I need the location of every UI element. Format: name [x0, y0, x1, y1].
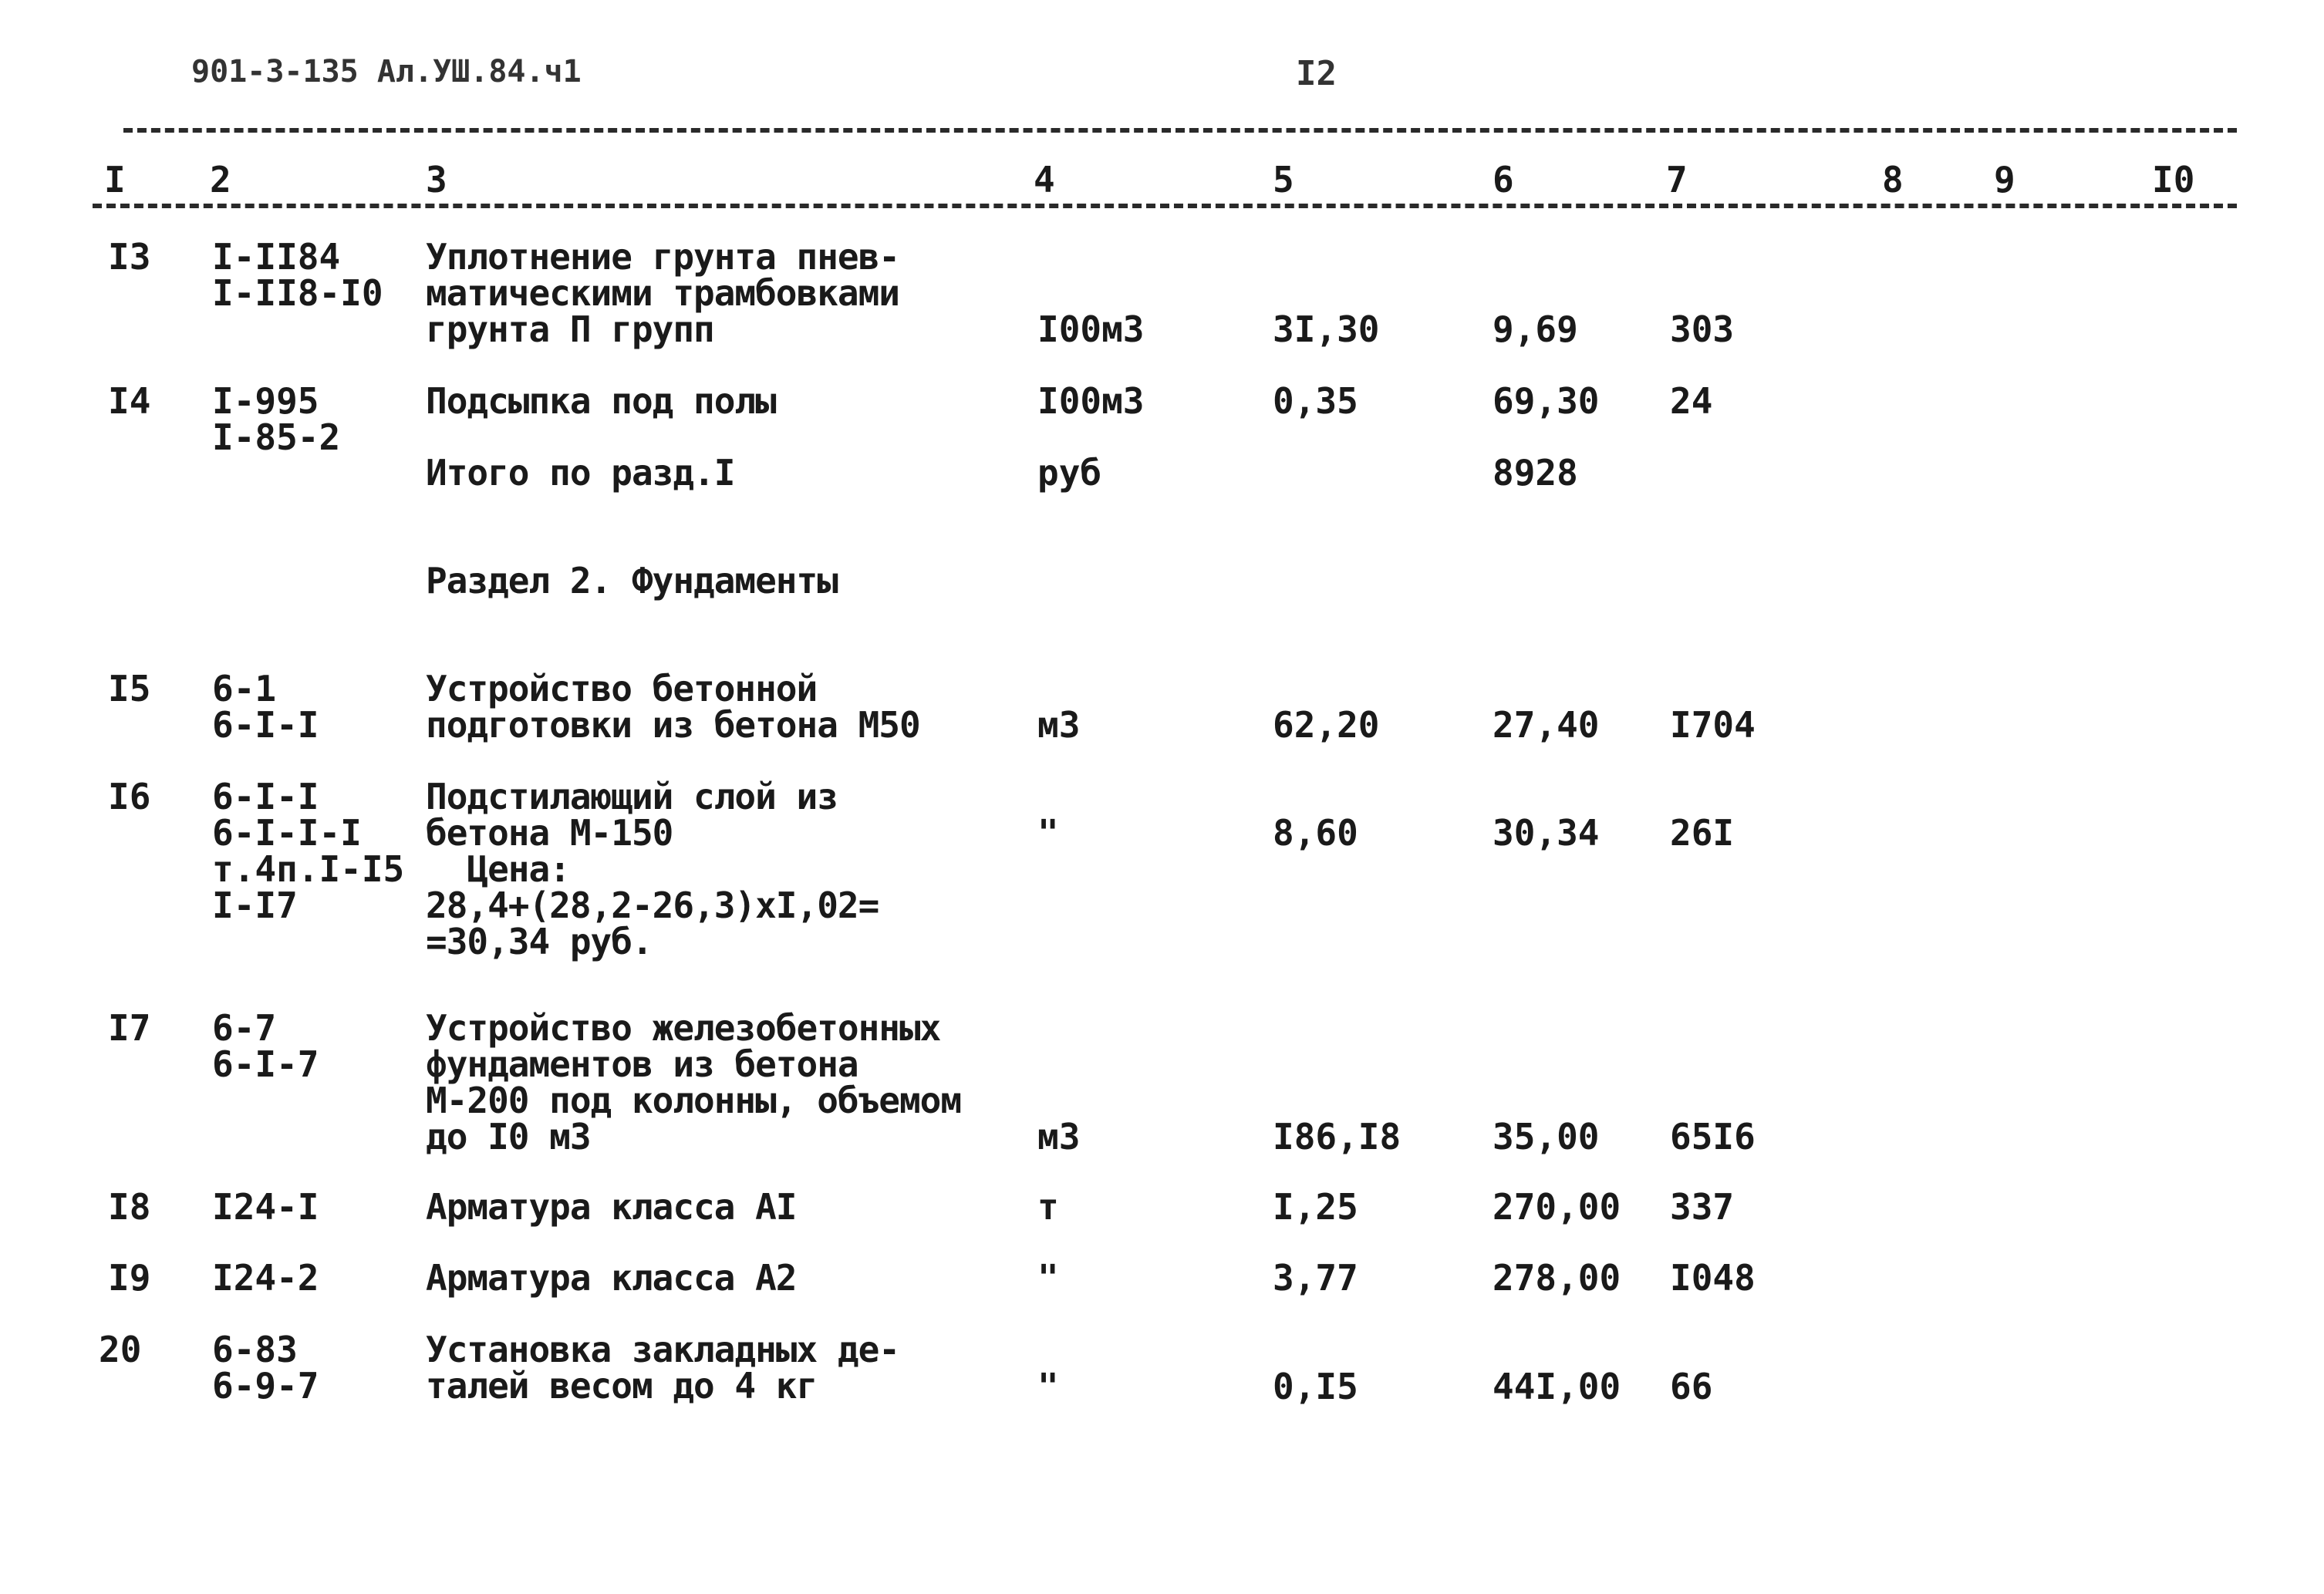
subtotal-unit: руб — [1037, 452, 1102, 494]
subtotal-value: 8928 — [1493, 452, 1578, 494]
row-total: 24 — [1670, 380, 1713, 422]
row-code: I24-I — [212, 1186, 319, 1228]
col-num-10: I0 — [2152, 159, 2195, 201]
row-description: Арматура класса АI — [426, 1186, 797, 1228]
row-code: 6-7 6-I-7 — [212, 1007, 319, 1085]
row-price: 69,30 — [1493, 380, 1600, 422]
row-quantity: 3,77 — [1273, 1257, 1358, 1299]
row-description: Арматура класса А2 — [426, 1257, 797, 1299]
row-code: I-995 I-85-2 — [212, 380, 341, 458]
row-quantity: 3I,30 — [1273, 308, 1380, 350]
row-number: I3 — [108, 236, 151, 278]
column-header-divider — [93, 204, 2237, 208]
row-number: I6 — [108, 776, 151, 817]
row-unit: м3 — [1037, 1116, 1081, 1158]
row-total: 26I — [1670, 812, 1735, 854]
row-total: 66 — [1670, 1366, 1713, 1407]
col-num-9: 9 — [1994, 159, 2015, 201]
row-total: 303 — [1670, 308, 1735, 350]
row-unit: I00м3 — [1037, 308, 1145, 350]
row-price: 30,34 — [1493, 812, 1600, 854]
col-num-8: 8 — [1882, 159, 1904, 201]
col-num-7: 7 — [1666, 159, 1688, 201]
row-price: 278,00 — [1493, 1257, 1621, 1299]
page-number: I2 — [1296, 54, 1337, 93]
row-code: 6-83 6-9-7 — [212, 1329, 319, 1407]
header-divider — [123, 128, 2237, 133]
row-description: Установка закладных де- талей весом до 4 кг — [426, 1329, 899, 1407]
row-description: Подстилающий слой из бетона М-150 Цена: 28,4+(28,2-26,3)хI,02= =30,34 руб. — [426, 776, 879, 962]
row-unit: I00м3 — [1037, 380, 1145, 422]
document-code: 901-3-135 Ал.УШ.84.ч1 — [191, 54, 582, 89]
row-quantity: I86,I8 — [1273, 1116, 1401, 1158]
row-price: 35,00 — [1493, 1116, 1600, 1158]
col-num-5: 5 — [1273, 159, 1294, 201]
row-code: I-II84 I-II8-I0 — [212, 236, 383, 314]
row-number: 20 — [99, 1329, 142, 1370]
col-num-2: 2 — [210, 159, 231, 201]
row-price: 44I,00 — [1493, 1366, 1621, 1407]
row-total: I704 — [1670, 704, 1756, 746]
row-price: 270,00 — [1493, 1186, 1621, 1228]
row-unit: " — [1037, 1366, 1059, 1407]
col-num-3: 3 — [426, 159, 447, 201]
row-unit: т — [1037, 1186, 1059, 1228]
row-number: I5 — [108, 668, 151, 709]
row-quantity: 62,20 — [1273, 704, 1380, 746]
row-price: 9,69 — [1493, 308, 1578, 350]
section-heading: Раздел 2. Фундаменты — [426, 560, 838, 602]
row-description: Устройство бетонной подготовки из бетона М50 — [426, 668, 920, 746]
row-code: 6-I-I 6-I-I-I т.4п.I-I5 I-I7 — [212, 776, 405, 926]
col-num-6: 6 — [1493, 159, 1514, 201]
row-number: I9 — [108, 1257, 151, 1299]
row-quantity: 8,60 — [1273, 812, 1358, 854]
row-total: 337 — [1670, 1186, 1735, 1228]
row-unit: " — [1037, 812, 1059, 854]
subtotal-label: Итого по разд.I — [426, 452, 735, 494]
row-number: I7 — [108, 1007, 151, 1049]
col-num-4: 4 — [1034, 159, 1055, 201]
row-description: Подсыпка под полы — [426, 380, 776, 422]
col-num-1: I — [104, 159, 126, 201]
row-code: I24-2 — [212, 1257, 319, 1299]
row-total: I048 — [1670, 1257, 1756, 1299]
row-description: Уплотнение грунта пнев- матическими трамбовками грунта П групп — [426, 236, 899, 350]
row-total: 65I6 — [1670, 1116, 1756, 1158]
row-quantity: 0,35 — [1273, 380, 1358, 422]
row-price: 27,40 — [1493, 704, 1600, 746]
row-quantity: I,25 — [1273, 1186, 1358, 1228]
row-unit: м3 — [1037, 704, 1081, 746]
row-number: I4 — [108, 380, 151, 422]
row-code: 6-1 6-I-I — [212, 668, 319, 746]
row-number: I8 — [108, 1186, 151, 1228]
row-description: Устройство железобетонных фундаментов из бетона М-200 под колонны, объемом до I0 м3 — [426, 1007, 962, 1158]
row-unit: " — [1037, 1257, 1059, 1299]
row-quantity: 0,I5 — [1273, 1366, 1358, 1407]
